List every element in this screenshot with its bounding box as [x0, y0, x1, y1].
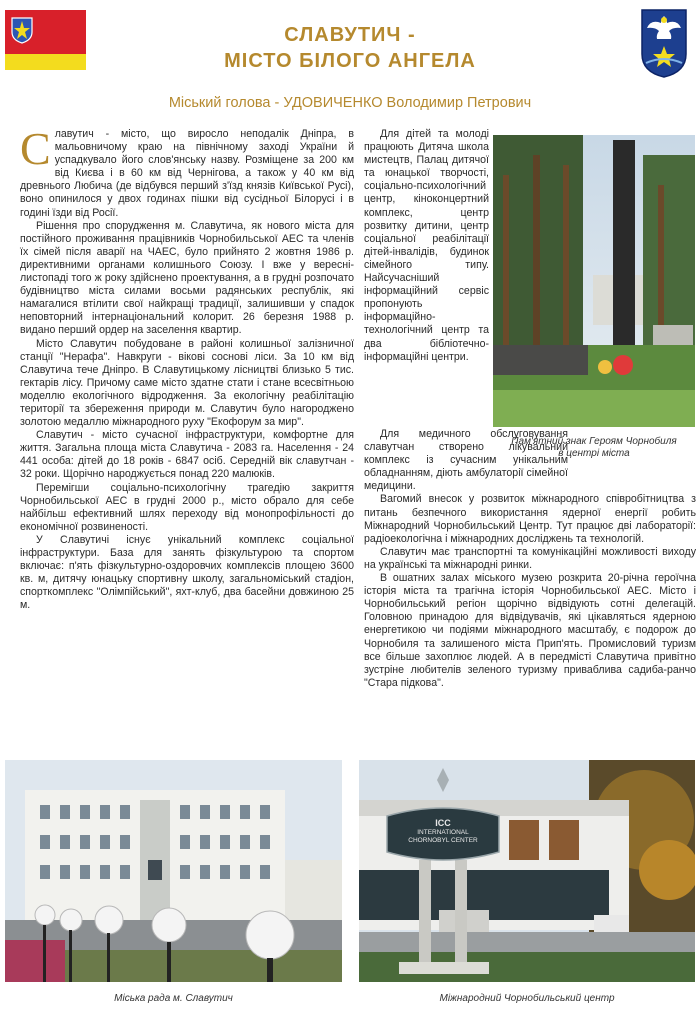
- title-line-1: СЛАВУТИЧ -: [284, 24, 416, 46]
- paragraph: Рішення про спорудження м. Славутича, як нового міста для постійного проживання працівників Чорнобильської АЕС та членів їх сімей після аварії на ЧАЕС, було прийнято 2 жовтня 1986 р. директивними органами колишнього Союзу. І вже у вересні-листопаді того ж року здійснено проектування, а в грудні розпочато будівництво міста силами восьми радянських республік, які намагалися втілити свої найкращі традиції, залишивши у спадок неповторний інтернаціональний колорит. 26 березня 1988 р. видано перший ордер на заселення квартир.: [20, 219, 354, 337]
- right-column-bottom: [364, 428, 696, 690]
- chornobyl-center-caption: Міжнародний Чорнобильський центр: [439, 993, 615, 1004]
- paragraph: Місто Славутич побудоване в районі колишньої залізничної станції "Нерафа". Навкруги - вікові соснові ліси. За 10 км від Славутича тече Дніпро. В Славутицькому лісництві близько 5 тис. гектарів лісу. Причому саме місто здатне стати і стане всесвітньою моделлю екологічного відродження. За екологічну реабілітацію території та збереження природи м. Славутич було нагороджено золотою медаллю міжнародного руху "Екофорум за мир".: [20, 337, 354, 429]
- sign-text: ICC INTERNATIONAL CHORNOBYL CENTER: [408, 818, 478, 844]
- chornobyl-center-photo: [359, 760, 695, 982]
- mayor-line: Міський голова - УДОВИЧЕНКО Володимир Петрович: [168, 95, 532, 111]
- left-column: [20, 123, 354, 612]
- paragraph: Славутич - місто сучасної інфраструктури, комфортне для життя. Загальна площа міста Славутича - 2083 га. Населення - 24 441 особа: дітей до 18 років - 6847 осіб. Середній вік славутчан - 32 роки. Щорічно народжується понад 220 малюків.: [20, 429, 354, 481]
- paragraph: У Славутичі існує унікальний комплекс соціальної інфраструктури. База для занять фізкультурою та спортом включає: п'ять фізкультурно-оздоровчих комплексів площею 3600 кв. м, дитячу юнацьку спортивну школу, загальноміський стадіон, спорткомплекс "Олімпійський", яхт-клуб, два басейни довжиною 25 м.: [20, 533, 354, 612]
- right-column-top: [364, 128, 489, 364]
- city-council-caption: Міська рада м. Славутич: [114, 993, 233, 1004]
- monument-caption: Пам'ятний знак Героям Чорнобиля в центрі міста: [511, 436, 677, 459]
- paragraph: Перемігши соціально-психологічну трагедію закриття Чорнобильської АЕС в грудні 2000 р., місто обрало для себе найбільш ефективний шлях переходу від монопрофільності до економічної розвиненості.: [20, 481, 354, 533]
- paragraph: Славутич - місто, що виросло неподалік Дніпра, в мальовничому краю на північному заході України й успадкувало його слов'янську назву. Розміщене за 200 км від Києва і в 60 км від Чернігова, а також у 40 км від древнього Любича (де відбувся перший з'їзд князів Київської Русі), воно опинилося у двох годинах пішки від сусідньої Білорусі і в годині їзди від Росії.: [20, 123, 354, 219]
- city-coat-of-arms-icon: [640, 8, 688, 78]
- drop-cap: С: [20, 123, 51, 174]
- paragraph: Для дітей та молоді працюють Дитяча школа мистецтв, Палац дитячої та юнацької творчості, соціально-психологічний центр, кіноконцертний комплекс, центр розвитку дитини, центр соціальної реабілітації дітей-інвалідів, будинок сімейного типу. Найсучасніший інформаційний сервіс пропонують інформаційно-технологічний центр та два бібліотечно-інформаційні центри.: [364, 128, 489, 363]
- title-line-2: МІСТО БІЛОГО АНГЕЛА: [224, 50, 476, 72]
- paragraph: Для медичного обслуговування славутчан створено лікувальний комплекс із сучасним унікальним обладнанням, діють амбулаторії сімейної медицини.: [364, 428, 568, 493]
- paragraph: Славутич має транспортні та комунікаційні можливості виходу на українські та міжнародні ринки.: [364, 545, 696, 571]
- paragraph: В ошатних залах міського музею розкрита 20-річна героїчна історія міста та трагічна історія Чорнобильської АЕС. Місто і Чорнобильський регіон щорічно відвідують сотні делегацій. Головною принадою для відвідувачів, які цікавляться ядерною енергетикою чи подіями міжнародного масштабу, є подорож до Чорнобиля та залишеного міста Прип'ять. Промисловий туризм все більше захоплює людей. А в передмісті Славутича привітно зустріне любителів зеленого туризму приваблива садиба-ранчо "Стара підкова".: [364, 572, 696, 689]
- city-council-photo: [5, 760, 342, 982]
- monument-photo: [493, 135, 695, 427]
- city-flag-icon: [5, 10, 86, 70]
- paragraph: Вагомий внесок у розвиток міжнародного співробітництва з питань безпечного використання ядерної енергії робить Міжнародний Чорнобильський Центр. Тут працює дві лабораторії: радіоекологічна і міжнародних досліджень та технологій.: [364, 493, 696, 545]
- page-title: [180, 22, 520, 74]
